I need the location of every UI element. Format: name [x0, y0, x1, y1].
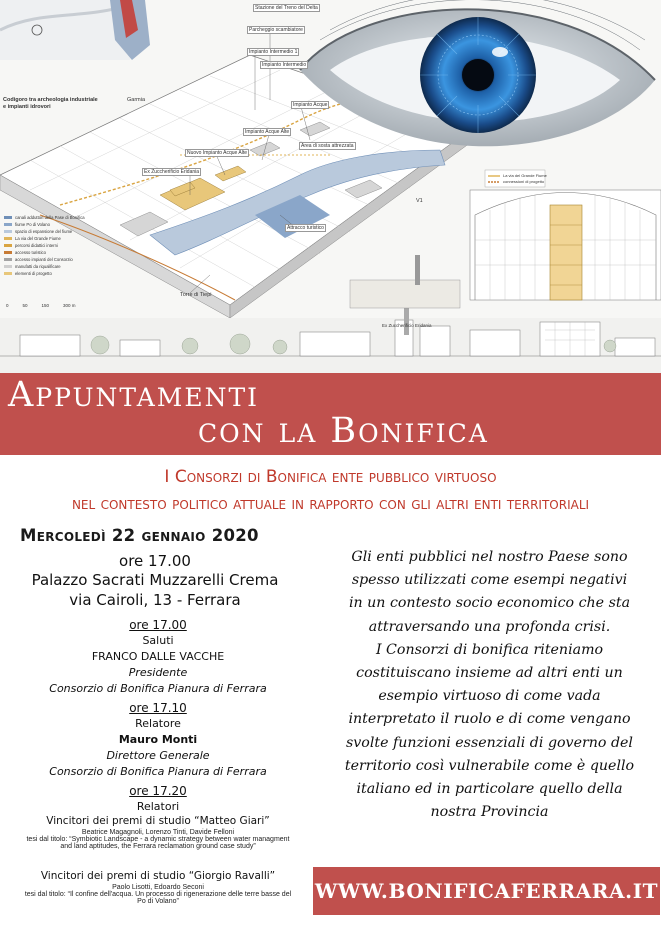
legend-item [4, 249, 124, 256]
legend-swatch [4, 223, 12, 226]
legend-item [4, 242, 124, 249]
map-scale [6, 303, 76, 308]
award-thesis-line: tesi dal titolo: “Il confine dell'acqua. Un processo di rigenerazione delle terre basse del [24, 891, 292, 898]
masterplan-drawing [0, 0, 661, 373]
description-line: attraversando una profonda crisi. [368, 618, 611, 635]
label-nuovo-impianto: Nuovo Impianto Acque Alte [187, 150, 248, 156]
website-url[interactable]: WWW.BONIFICAFERRARA.IT [314, 879, 659, 903]
legend-item [4, 263, 124, 270]
description-line: I Consorzi di bonifica riteniamo [375, 641, 604, 658]
event-venue: Palazzo Sacrati Muzzarelli Crema [31, 571, 279, 589]
slot-time: ore 17.00 [129, 618, 187, 632]
description-line: esempio virtuoso di come vada [378, 688, 601, 705]
award-thesis-line: Po di Volano” [137, 898, 179, 905]
award-thesis-line: tesi dal titolo: “Symbiotic Landscape - a dynamic strategy between water managment [26, 836, 290, 843]
event-time: ore 17.00 [119, 552, 191, 570]
label-impianto-intermedio-1: Impianto Intermedio 1 [249, 49, 298, 55]
legend-swatch [4, 230, 12, 233]
map-legend [4, 214, 124, 277]
label-impianto-intermedio: Impianto Intermedio [262, 62, 307, 68]
legend-swatch [4, 265, 12, 268]
slot-speaker-title: Presidente [128, 666, 188, 679]
title-line-1: Appuntamenti [8, 375, 260, 415]
legend-item [4, 235, 124, 242]
subtitle-line-1: I Consorzi di Bonifica ente pubblico virtuoso [164, 467, 497, 487]
slot-speaker: FRANCO DALLE VACCHE [91, 650, 225, 663]
description-line: Gli enti pubblici nel nostro Paese sono [351, 549, 628, 565]
title-line-2: con la Bonifica [198, 411, 489, 451]
scale-tick: 50 [22, 303, 28, 308]
legend-label: fiume Po di Volano [15, 222, 50, 227]
legend-label: La via del Grande Fiume [15, 236, 61, 241]
slot-speaker-title: Direttore Generale [106, 749, 210, 762]
award-title: Vincitori dei premi di studio “Giorgio Ravalli” [40, 870, 276, 882]
event-date: Mercoledì 22 gennaio 2020 [20, 526, 259, 545]
legend-swatch [4, 244, 12, 247]
scale-tick: 0 [6, 303, 9, 308]
legend-label: spazio di espansione del fiume [15, 229, 73, 234]
title-banner [0, 373, 661, 455]
slot-time: ore 17.20 [129, 784, 187, 798]
program-slot-3 [0, 784, 316, 813]
legend-right-1: La via del Grande Fiume [503, 173, 547, 178]
slot-organization: Consorzio di Bonifica Pianura di Ferrara [49, 765, 267, 778]
legend-item [4, 214, 124, 221]
legend-label: canali adduttori della Pase di Bonifica [15, 215, 85, 220]
label-area-sosta: Area di sosta attrezzata [301, 143, 354, 149]
legend-label: accesso turistico [15, 250, 46, 255]
legend-swatch [4, 216, 12, 219]
program-slot-1 [0, 618, 316, 695]
award-winners: Paolo Lisotti, Edoardo Seconi [112, 884, 204, 891]
legend-right-2: connessioni di progetto [503, 179, 545, 184]
label-attracco: Attracco turistico [287, 225, 324, 231]
label-stazione: Stazione del Treno del Delta [255, 5, 318, 11]
label-codigoro-2: e impianti idrovori [3, 104, 51, 110]
legend-swatch [4, 258, 12, 261]
scale-tick: 150 [41, 303, 50, 308]
description-text [322, 546, 657, 824]
legend-swatch [4, 272, 12, 275]
description-line: in un contesto socio economico che sta [348, 595, 631, 612]
legend-label: manufatti da riqualificare [15, 264, 61, 269]
award-giari [0, 815, 316, 850]
slot-speaker: Mauro Monti [118, 733, 198, 746]
legend-item [4, 221, 124, 228]
label-zuccherificio-bottom: Ex Zuccherificio Eridania [382, 323, 432, 328]
label-parcheggio: Parcheggio scambiatore [249, 27, 303, 33]
slot-role: Saluti [142, 634, 174, 647]
event-address: via Cairoli, 13 - Ferrara [69, 591, 241, 609]
legend-label: elementi di progetto [15, 271, 52, 276]
award-winners: Beatrice Magagnoli, Lorenzo Tinti, Davide Felloni [81, 829, 235, 836]
label-impianto-acque-alte: Impianto Acque Alte [245, 129, 290, 135]
label-torre: Torre di Tiepi [180, 292, 212, 298]
award-ravalli [0, 870, 316, 905]
legend-item [4, 270, 124, 277]
description-line: spesso utilizzati come esempi negativi [351, 572, 628, 589]
website-link[interactable] [313, 867, 660, 915]
slot-role: Relatori [136, 800, 180, 813]
description-line: italiano ed in particolare quello della [356, 781, 623, 798]
label-codigoro-1: Codigoro tra archeologia industriale [3, 97, 98, 103]
legend-swatch [4, 251, 12, 254]
label-zuccherificio: Ex Zuccherificio Eridania [144, 169, 200, 175]
description-line: interpretato il ruolo e di come vengano [348, 711, 631, 728]
scale-tick: 300 m [63, 303, 76, 308]
subtitle-line-2: nel contesto politico attuale in rapporto con gli altri enti territoriali [71, 494, 590, 514]
hero-illustration [0, 0, 661, 373]
description-line: costituiscano insieme ad altri enti un [356, 665, 623, 682]
award-thesis-line: and land aptitudes, the Ferrara reclamation ground case study” [60, 843, 256, 850]
slot-role: Relatore [135, 717, 181, 730]
legend-label: accesso impianti del Consorzio [15, 257, 73, 262]
legend-swatch [4, 237, 12, 240]
slot-organization: Consorzio di Bonifica Pianura di Ferrara [49, 682, 267, 695]
slot-time: ore 17.10 [129, 701, 187, 715]
label-impianto-acque: Impianto Acque [293, 102, 328, 108]
legend-item [4, 228, 124, 235]
award-title: Vincitori dei premi di studio “Matteo Giari” [46, 815, 270, 827]
program-slot-2 [0, 701, 316, 778]
description-line: svolte funzioni essenziali di governo del [346, 734, 633, 751]
label-v1: V1 [416, 198, 423, 204]
legend-item [4, 256, 124, 263]
label-garmia: Garmia [127, 97, 146, 103]
legend-label: percorsi didattici interni [15, 243, 58, 248]
description-line: territorio così vulnerabile come è quello [344, 757, 635, 774]
description-line: nostra Provincia [430, 804, 549, 821]
